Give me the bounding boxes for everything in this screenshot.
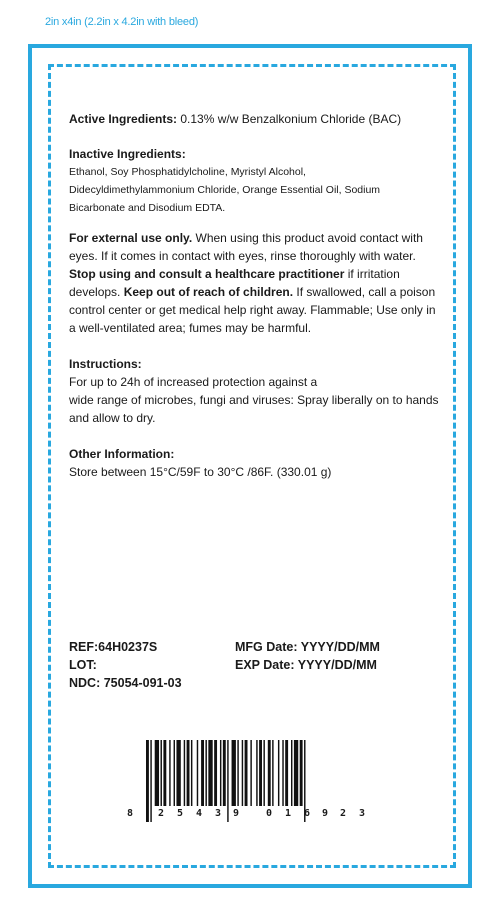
barcode-bar	[197, 740, 198, 806]
warning-stop-using: Stop using and consult a healthcare practitioner	[69, 267, 345, 281]
barcode-bar	[291, 740, 292, 806]
barcode-bar	[191, 740, 192, 806]
lot-code: LOT:	[69, 658, 97, 672]
other-information	[69, 445, 441, 481]
barcode-bar	[282, 740, 283, 806]
barcode-bar	[176, 740, 180, 806]
inactive-ingredients-list	[69, 163, 441, 217]
barcode-digit: 3	[215, 808, 222, 819]
barcode-bar	[278, 740, 279, 806]
warning-keep-away: Keep out of reach of children.	[123, 285, 294, 299]
barcode-bar	[169, 740, 170, 806]
storage-text: Store between 15°C/59F to 30°C /86F. (330.01 g)	[69, 465, 332, 479]
barcode-digit: 8	[127, 808, 134, 819]
barcode-bar	[161, 740, 162, 806]
active-ingredients	[69, 110, 441, 128]
barcode-bar	[155, 740, 159, 806]
barcode-digit: 0	[266, 808, 273, 819]
warning-external-use: For external use only.	[69, 231, 193, 245]
barcode-bar	[245, 740, 248, 806]
barcode-digit: 9	[233, 808, 240, 819]
barcode-bar	[263, 740, 264, 806]
barcode-bar	[223, 740, 226, 806]
barcode-digit: 2	[340, 808, 347, 819]
label-dimensions: 2in x4in (2.2in x 4.2in with bleed)	[45, 16, 199, 28]
active-ingredients-heading: Active Ingredients:	[69, 112, 178, 126]
ndc-code: NDC: 75054-091-03	[69, 676, 182, 690]
other-information-heading: Other Information:	[69, 447, 175, 461]
barcode-bar	[201, 740, 204, 806]
barcode-bar	[272, 740, 273, 806]
instructions	[69, 355, 441, 427]
barcode-bar	[268, 740, 271, 806]
barcode-digit: 5	[177, 808, 184, 819]
barcode-bar	[294, 740, 298, 806]
inactive-line: Bicarbonate and Disodium EDTA.	[69, 202, 226, 214]
barcode-digit: 4	[196, 808, 203, 819]
ref-code: REF:64H0237S	[69, 640, 158, 654]
barcode-bar	[163, 740, 166, 806]
inactive-line: Didecyldimethylammonium Chloride, Orange Essential Oil, Sodium	[69, 184, 381, 196]
mfg-date: MFG Date: YYYY/DD/MM	[235, 640, 380, 654]
barcode-bar	[150, 740, 151, 822]
codes-right	[235, 638, 380, 674]
barcode-bar	[205, 740, 206, 806]
barcode-bar	[187, 740, 190, 806]
barcode-bar	[242, 740, 243, 806]
barcode-digit: 3	[359, 808, 366, 819]
active-ingredients-text: 0.13% w/w Benzalkonium Chloride (BAC)	[177, 112, 402, 126]
barcode-bar	[214, 740, 217, 806]
warning-text: When using this product avoid contact with eyes. If it comes in contact with eyes, rinse thoroughly with water.	[69, 231, 423, 263]
barcode-digit: 1	[285, 808, 292, 819]
barcode-bar	[237, 740, 238, 806]
instructions-heading: Instructions:	[69, 357, 142, 371]
barcode-bar	[227, 740, 228, 822]
barcode-bar	[256, 740, 257, 806]
label-content	[69, 110, 441, 481]
barcode-bar	[300, 740, 303, 806]
warning-text: if irritation develops.	[69, 267, 400, 299]
barcode-bar	[184, 740, 185, 806]
barcode-bar	[220, 740, 221, 806]
inactive-ingredients	[69, 145, 441, 163]
barcode-bar	[250, 740, 251, 806]
instructions-line: For up to 24h of increased protection against a	[69, 375, 318, 389]
inactive-ingredients-heading: Inactive Ingredients:	[69, 147, 186, 161]
barcode-bar	[232, 740, 236, 806]
barcode-bar	[208, 740, 212, 806]
barcode-digit: 2	[158, 808, 165, 819]
warnings	[69, 229, 441, 337]
barcode-bar	[146, 740, 149, 822]
barcode-bar	[259, 740, 262, 806]
barcode	[140, 738, 370, 824]
barcode-digit: 9	[322, 808, 329, 819]
exp-date: EXP Date: YYYY/DD/MM	[235, 658, 377, 672]
inactive-line: Ethanol, Soy Phosphatidylcholine, Myristyl Alcohol,	[69, 166, 306, 178]
barcode-bar	[285, 740, 288, 806]
codes-left	[69, 638, 182, 692]
barcode-digit: 6	[304, 808, 311, 819]
barcode-bar	[174, 740, 175, 806]
warning-text: If swallowed, call a poison control center or get medical help right away. Flammable; Use only in a well-ventilated area; fumes may be harmful.	[69, 285, 436, 335]
instructions-line: wide range of microbes, fungi and viruses: Spray liberally on to hands and allow to dry.	[69, 393, 439, 425]
